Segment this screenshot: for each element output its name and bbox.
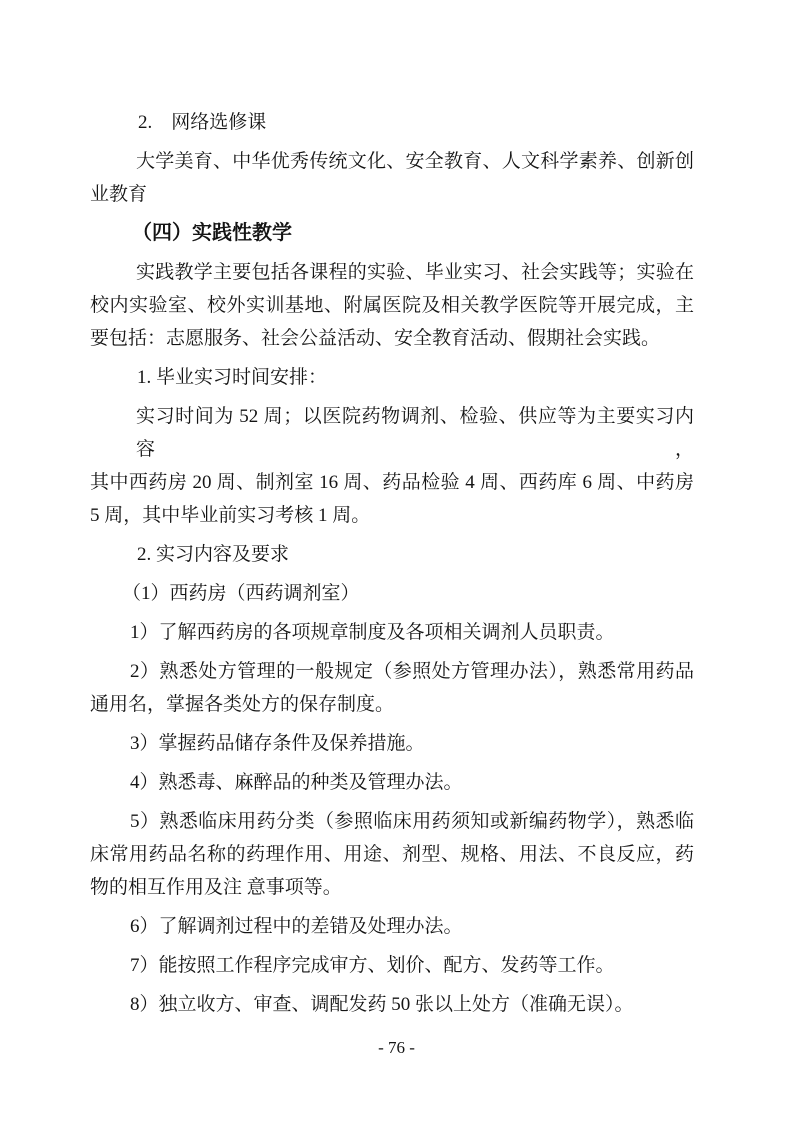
- text-line: （1）西药房（西药调剂室）: [122, 583, 360, 604]
- text-line: 5）熟悉临床用药分类（参照临床用药须知或新编药物学），熟悉临: [130, 811, 694, 832]
- text-line: 大学美育、中华优秀传统文化、安全教育、人文科学素养、创新创: [136, 151, 694, 172]
- text-line: 实习时间为 52 周；以医院药物调剂、检验、供应等为主要实习内容，: [136, 406, 694, 460]
- text-line: 8）独立收方、审查、调配发药 50 张以上处方（准确无误）。: [130, 994, 634, 1015]
- text-line: 6）了解调剂过程中的差错及处理办法。: [130, 916, 463, 937]
- text-line: 校内实验室、校外实训基地、附属医院及相关教学医院等开展完成，主: [90, 295, 694, 316]
- list-item: [90, 988, 694, 1021]
- text-line: 4）熟悉毒、麻醉品的种类及管理办法。: [130, 772, 463, 793]
- text-line: 3）掌握药品储存条件及保养措施。: [130, 733, 425, 754]
- text-line: 7）能按照工作程序完成审方、划价、配方、发药等工作。: [130, 955, 615, 976]
- text-line: 其中西药房 20 周、制剂室 16 周、药品检验 4 周、西药库 6 周、中药房: [90, 472, 694, 493]
- text-line: 1. 毕业实习时间安排：: [137, 367, 328, 388]
- text-line: 要包括：志愿服务、社会公益活动、安全教育活动、假期社会实践。: [90, 328, 661, 349]
- numbered-heading: [90, 361, 694, 394]
- text-line: 业教育: [90, 184, 148, 205]
- section-heading: [90, 217, 694, 250]
- text-line: 2. 实习内容及要求: [137, 544, 290, 565]
- text-line: 5 周，其中毕业前实习考核 1 周。: [90, 505, 371, 526]
- list-item: [90, 655, 694, 721]
- list-item: [90, 949, 694, 982]
- document-body: [90, 106, 694, 1027]
- text-line: 实践教学主要包括各课程的实验、毕业实习、社会实践等；实验在: [136, 262, 694, 283]
- sub-heading: [90, 577, 694, 610]
- text-line: （四）实践性教学: [132, 222, 292, 244]
- list-item: [90, 766, 694, 799]
- list-item: [90, 910, 694, 943]
- numbered-heading: [90, 538, 694, 571]
- list-item: [90, 727, 694, 760]
- text-line: 床常用药品名称的药理作用、用途、剂型、规格、用法、不良反应，药: [90, 844, 694, 865]
- text-line: 物的相互作用及注 意事项等。: [90, 877, 342, 898]
- text-line: 2. 网络选修课: [138, 112, 267, 133]
- page-number: - 76 -: [378, 1038, 415, 1057]
- text-line: 2）熟悉处方管理的一般规定（参照处方管理办法），熟悉常用药品: [130, 661, 694, 682]
- text-line: 1）了解西药房的各项规章制度及各项相关调剂人员职责。: [130, 622, 615, 643]
- list-item: [90, 616, 694, 649]
- body-paragraph: [90, 400, 694, 532]
- body-paragraph: [90, 256, 694, 355]
- numbered-heading: [90, 106, 694, 139]
- body-paragraph: [90, 145, 694, 211]
- list-item: [90, 805, 694, 904]
- text-line: 通用名，掌握各类处方的保存制度。: [90, 694, 395, 715]
